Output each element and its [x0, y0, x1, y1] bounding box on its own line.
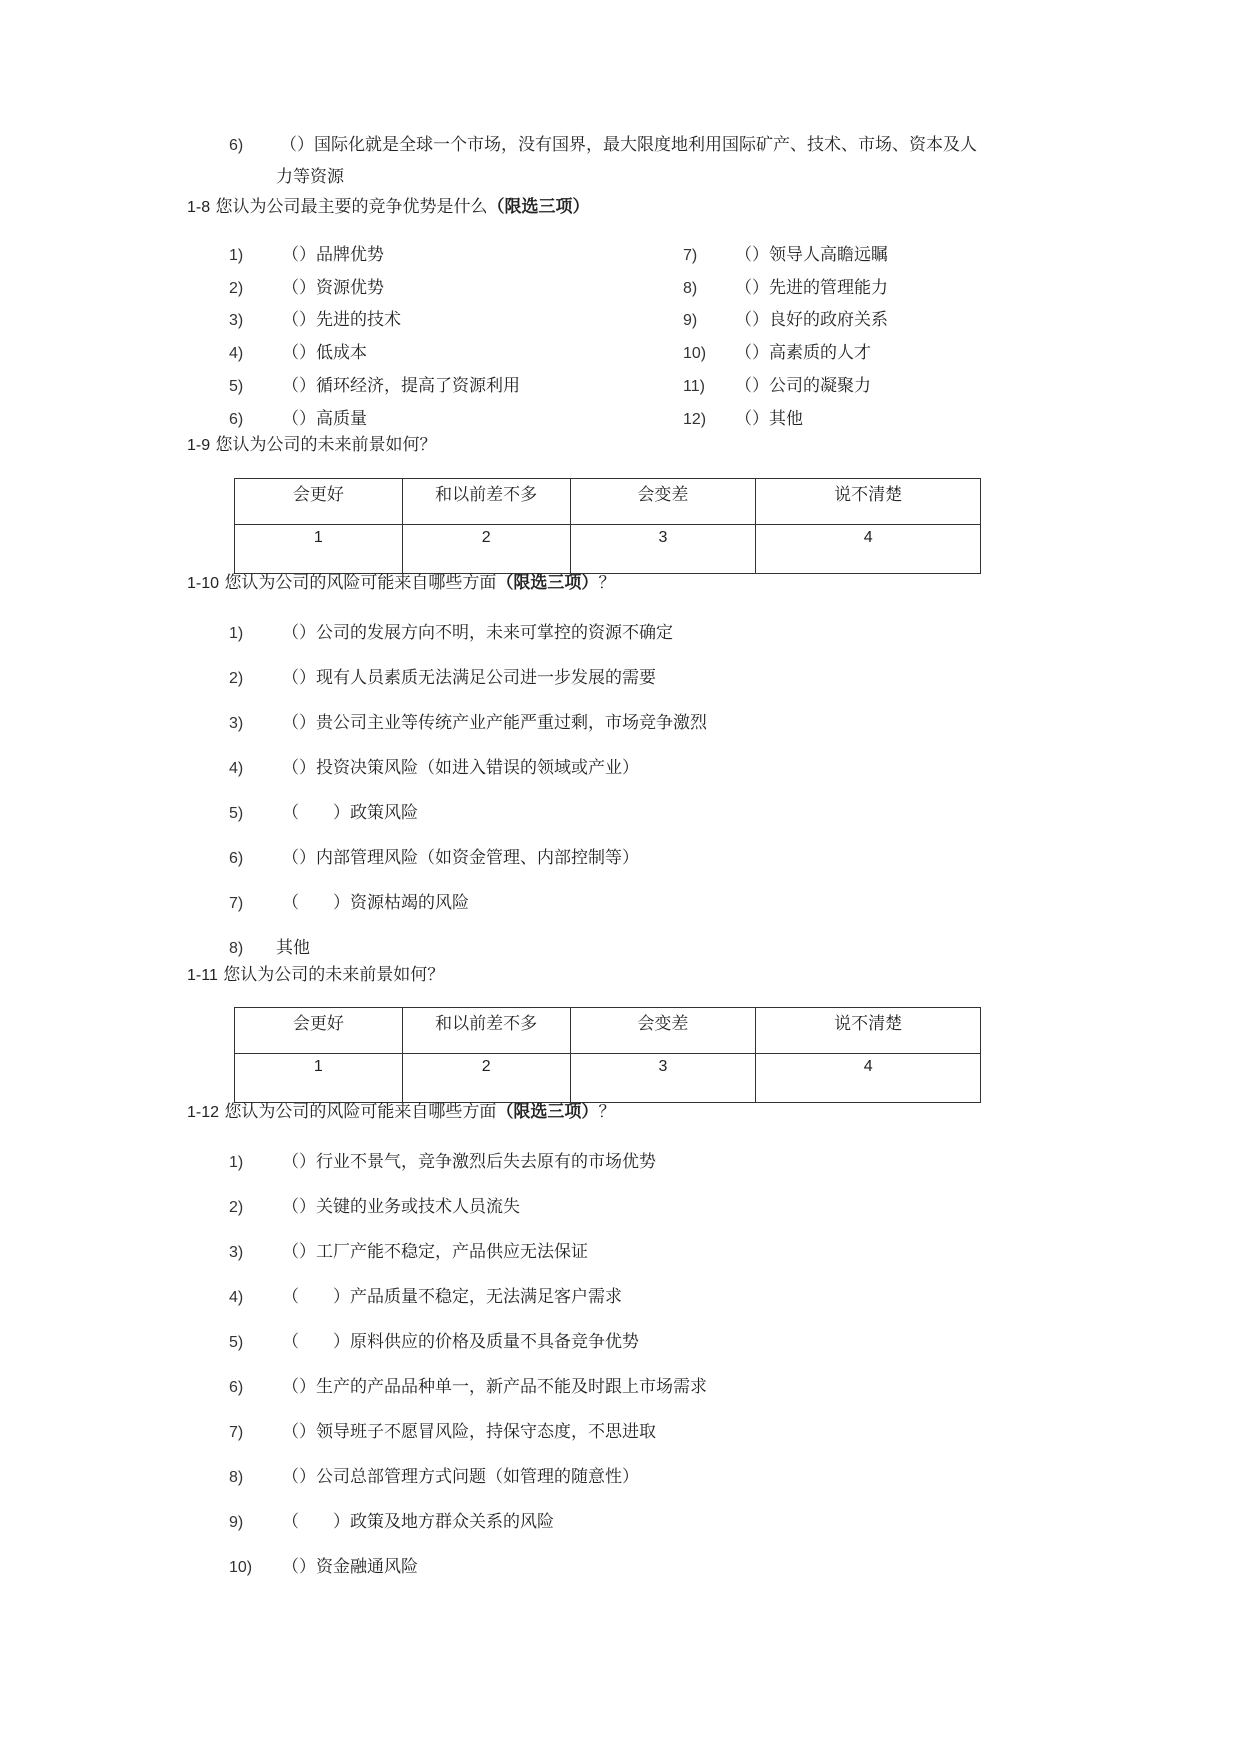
item-number: 4) [229, 760, 244, 777]
option-text[interactable]: （ ）原料供应的价格及质量不具备竞争优势 [282, 1332, 639, 1352]
question-number: 1-12 [187, 1104, 220, 1121]
option-text-continuation: 力等资源 [276, 167, 344, 187]
rating-header: 和以前差不多 [402, 479, 570, 525]
item-number: 8) [229, 1469, 244, 1486]
item-number: 1) [229, 1154, 244, 1171]
question-title [187, 572, 615, 595]
option-text[interactable]: （）行业不景气，竞争激烈后失去原有的市场优势 [282, 1152, 656, 1172]
item-number: 7) [683, 247, 698, 264]
item-number: 4) [229, 1289, 244, 1306]
question-number: 1-10 [187, 575, 220, 592]
option-text[interactable]: （）高素质的人才 [735, 343, 871, 363]
option-text[interactable]: （）投资决策风险（如进入错误的领域或产业） [282, 758, 639, 778]
item-number: 7) [229, 1424, 244, 1441]
question-title [187, 434, 437, 457]
option-text[interactable]: （）领导人高瞻远瞩 [735, 245, 888, 265]
rating-value[interactable]: 1 [235, 525, 403, 574]
item-number: 9) [229, 1514, 244, 1531]
question-title [187, 196, 590, 219]
option-text[interactable]: （）领导班子不愿冒风险，持保守态度，不思进取 [282, 1422, 656, 1442]
question-number: 1-9 [187, 437, 211, 454]
question-title [187, 1101, 615, 1124]
option-text[interactable]: （）品牌优势 [282, 245, 384, 265]
item-number: 3) [229, 715, 244, 732]
question-text: 您认为公司的风险可能来自哪些方面 [224, 573, 497, 593]
rating-table [234, 478, 981, 574]
option-text: （）国际化就是全球一个市场，没有国界，最大限度地利用国际矿产、技术、市场、资本及人 [280, 135, 977, 155]
option-text[interactable]: （ ）政策风险 [282, 803, 418, 823]
question-note: （限选三项） [496, 1102, 599, 1122]
question-note: （限选三项） [487, 197, 590, 217]
option-text[interactable]: （）贵公司主业等传统产业产能严重过剩，市场竞争激烈 [282, 713, 707, 733]
option-text[interactable]: （）工厂产能不稳定，产品供应无法保证 [282, 1242, 588, 1262]
rating-header: 和以前差不多 [402, 1008, 570, 1054]
rating-value[interactable]: 1 [235, 1054, 403, 1103]
option-text[interactable]: （）资金融通风险 [282, 1557, 418, 1577]
question-tail: ？ [598, 1102, 616, 1122]
item-number: 6) [229, 137, 244, 154]
rating-value[interactable]: 2 [402, 1054, 570, 1103]
item-number: 6) [229, 1379, 244, 1396]
item-number: 12) [683, 411, 707, 428]
item-number: 5) [229, 805, 244, 822]
question-tail: ？ [598, 573, 616, 593]
question-number: 1-8 [187, 199, 211, 216]
option-text[interactable]: （）高质量 [282, 409, 367, 429]
option-text[interactable]: 其他 [276, 938, 310, 958]
question-title [187, 964, 444, 987]
option-text[interactable]: （）内部管理风险（如资金管理、内部控制等） [282, 848, 639, 868]
rating-header: 说不清楚 [756, 479, 981, 525]
option-text[interactable]: （）现有人员素质无法满足公司进一步发展的需要 [282, 668, 656, 688]
option-text[interactable]: （）先进的管理能力 [735, 278, 888, 298]
item-number: 1) [229, 625, 244, 642]
item-number: 9) [683, 312, 698, 329]
item-number: 2) [229, 670, 244, 687]
rating-header: 会更好 [235, 479, 403, 525]
rating-value[interactable]: 3 [570, 525, 756, 574]
rating-header: 会更好 [235, 1008, 403, 1054]
rating-value[interactable]: 2 [402, 525, 570, 574]
item-number: 10) [683, 345, 707, 362]
option-text[interactable]: （）公司的发展方向不明，未来可掌控的资源不确定 [282, 623, 673, 643]
option-text[interactable]: （ ）政策及地方群众关系的风险 [282, 1512, 554, 1532]
question-text: 您认为公司最主要的竞争优势是什么 [215, 197, 488, 217]
option-text[interactable]: （）关键的业务或技术人员流失 [282, 1197, 520, 1217]
rating-value[interactable]: 3 [570, 1054, 756, 1103]
rating-header: 会变差 [570, 1008, 756, 1054]
item-number: 1) [229, 247, 244, 264]
question-text: 您认为公司的风险可能来自哪些方面 [224, 1102, 497, 1122]
rating-value[interactable]: 4 [756, 1054, 981, 1103]
option-text[interactable]: （）生产的产品品种单一，新产品不能及时跟上市场需求 [282, 1377, 707, 1397]
item-number: 4) [229, 345, 244, 362]
option-text[interactable]: （）低成本 [282, 343, 367, 363]
option-text[interactable]: （）公司总部管理方式问题（如管理的随意性） [282, 1467, 639, 1487]
option-text[interactable]: （ ）资源枯竭的风险 [282, 893, 469, 913]
item-number: 11) [683, 378, 705, 395]
item-number: 6) [229, 411, 244, 428]
item-number: 10) [229, 1559, 253, 1576]
item-number: 2) [229, 1199, 244, 1216]
option-text[interactable]: （）其他 [735, 409, 803, 429]
item-number: 2) [229, 280, 244, 297]
option-text[interactable]: （）公司的凝聚力 [735, 376, 871, 396]
item-number: 3) [229, 1244, 244, 1261]
option-text[interactable]: （ ）产品质量不稳定，无法满足客户需求 [282, 1287, 622, 1307]
item-number: 3) [229, 312, 244, 329]
item-number: 6) [229, 850, 244, 867]
rating-value[interactable]: 4 [756, 525, 981, 574]
item-number: 8) [229, 940, 244, 957]
option-text[interactable]: （）先进的技术 [282, 310, 401, 330]
rating-header: 说不清楚 [756, 1008, 981, 1054]
question-text: 您认为公司的未来前景如何？ [215, 435, 437, 455]
option-text[interactable]: （）资源优势 [282, 278, 384, 298]
question-text: 您认为公司的未来前景如何？ [223, 965, 445, 985]
question-number: 1-11 [187, 967, 218, 984]
item-number: 7) [229, 895, 244, 912]
item-number: 8) [683, 280, 698, 297]
option-text[interactable]: （）循环经济，提高了资源利用 [282, 376, 520, 396]
option-text[interactable]: （）良好的政府关系 [735, 310, 888, 330]
item-number: 5) [229, 1334, 244, 1351]
rating-table [234, 1007, 981, 1103]
item-number: 5) [229, 378, 244, 395]
question-note: （限选三项） [496, 573, 599, 593]
rating-header: 会变差 [570, 479, 756, 525]
